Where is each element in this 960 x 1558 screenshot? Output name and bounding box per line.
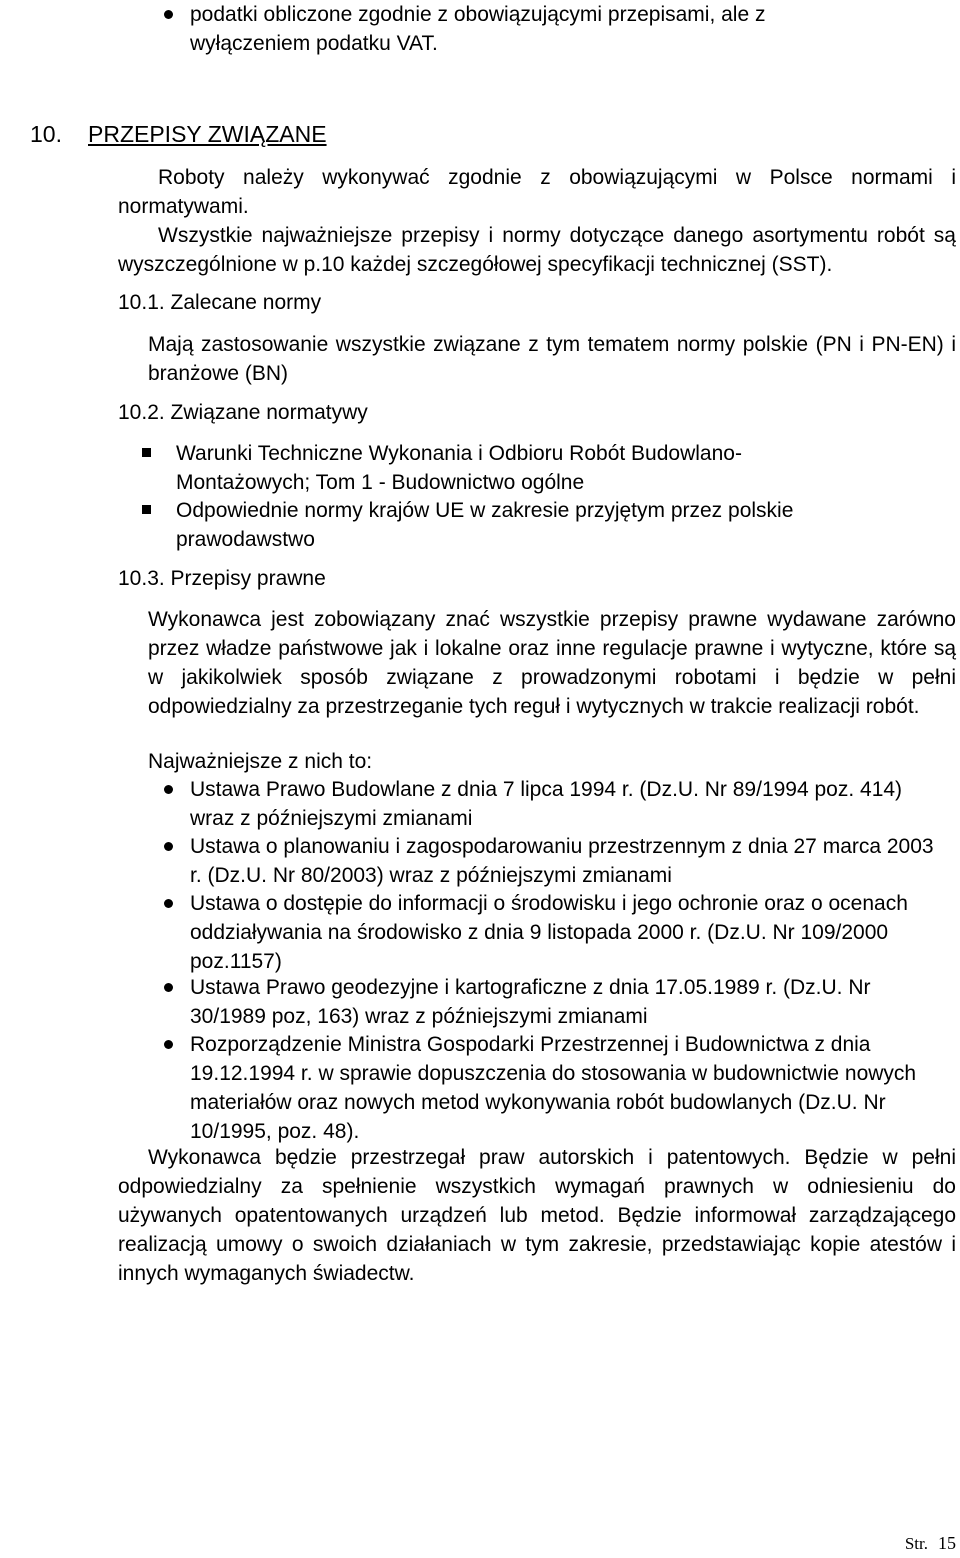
section-title: PRZEPISY ZWIĄZANE <box>88 121 327 147</box>
law-item: Rozporządzenie Ministra Gospodarki Przestrzennej i Budownictwa z dnia 19.12.1994 r. w sprawie dopuszczenia do stosowania w budownictwie nowych materiałów oraz nowych metod wykonywania robót budowlanych (Dz.U. Nr 10/1995, poz. 48). <box>190 1030 935 1146</box>
closing-paragraph: Wykonawca będzie przestrzegał praw autorskich i patentowych. Będzie w pełni odpowiedzialny za spełnienie wszystkich wymagań prawnych w odniesieniu do używanych opatentowanych urządzeń lub metod. Będzie informował zarządzającego realizacją umowy o swoich działaniach w tym zakresie, przedstawiając kopie atestów i innych wymaganych świadectw. <box>118 1146 956 1285</box>
intro-paragraph-2: Wszystkie najważniejsze przepisy i normy dotyczące danego asortymentu robót są wyszczególnione w p.10 każdej szczegółowej specyfikacji technicznej (SST). <box>118 224 956 276</box>
subsection-heading-10-2: 10.2. Związane normatywy <box>118 401 368 424</box>
list-title: Najważniejsze z nich to: <box>148 750 373 773</box>
law-item: Ustawa o planowaniu i zagospodarowaniu przestrzennym z dnia 27 marca 2003 r. (Dz.U. Nr 80/2003) wraz z późniejszymi zmianami <box>190 832 935 890</box>
normatyw-item: Warunki Techniczne Wykonania i Odbioru Robót Budowlano-Montażowych; Tom 1 - Budownictwo ogólne <box>176 439 866 497</box>
bullet-item-vat: podatki obliczone zgodnie z obowiązującymi przepisami, ale z wyłączeniem podatku VAT. <box>190 0 880 58</box>
normatyw-item: Odpowiednie normy krajów UE w zakresie przyjętym przez polskie prawodawstwo <box>176 496 916 554</box>
law-item: Ustawa o dostępie do informacji o środowisku i jego ochronie oraz o ocenach oddziaływania na środowisko z dnia 9 listopada 2000 r. (Dz.U. Nr 109/2000 poz.1157) <box>190 889 935 976</box>
law-item: Ustawa Prawo geodezyjne i kartograficzne z dnia 17.05.1989 r. (Dz.U. Nr 30/1989 poz, 163) wraz z późniejszymi zmianami <box>190 973 935 1031</box>
page-footer <box>905 1532 956 1554</box>
normy-text: Mają zastosowanie wszystkie związane z tym tematem normy polskie (PN i PN-EN) i branżowe (BN) <box>148 333 956 385</box>
przepisy-text <box>148 605 956 721</box>
przepisy-paragraph: Wykonawca jest zobowiązany znać wszystkie przepisy prawne wydawane zarówno przez władze państwowe jak i lokalne oraz inne regulacje prawne i wytyczne, które są w jakikolwiek sposób związane z prowadzonymi robotami i będzie w pełni odpowiedzialny za przestrzeganie tych reguł i wytycznych w trakcie realizacji robót. <box>148 608 956 718</box>
subsection-heading-10-3: 10.3. Przepisy prawne <box>118 567 326 590</box>
section-heading <box>30 118 450 150</box>
page-number: 15 <box>938 1533 956 1553</box>
law-item: Ustawa Prawo Budowlane z dnia 7 lipca 1994 r. (Dz.U. Nr 89/1994 poz. 414) wraz z późniejszymi zmianami <box>190 775 935 833</box>
section-number: 10. <box>30 121 62 147</box>
intro-paragraph-1: Roboty należy wykonywać zgodnie z obowiązującymi w Polsce normami i normatywami. <box>118 166 956 218</box>
subsection-text-10-1 <box>148 330 956 388</box>
subsection-heading-10-1: 10.1. Zalecane normy <box>118 291 322 314</box>
page-label: Str. <box>904 1534 928 1553</box>
